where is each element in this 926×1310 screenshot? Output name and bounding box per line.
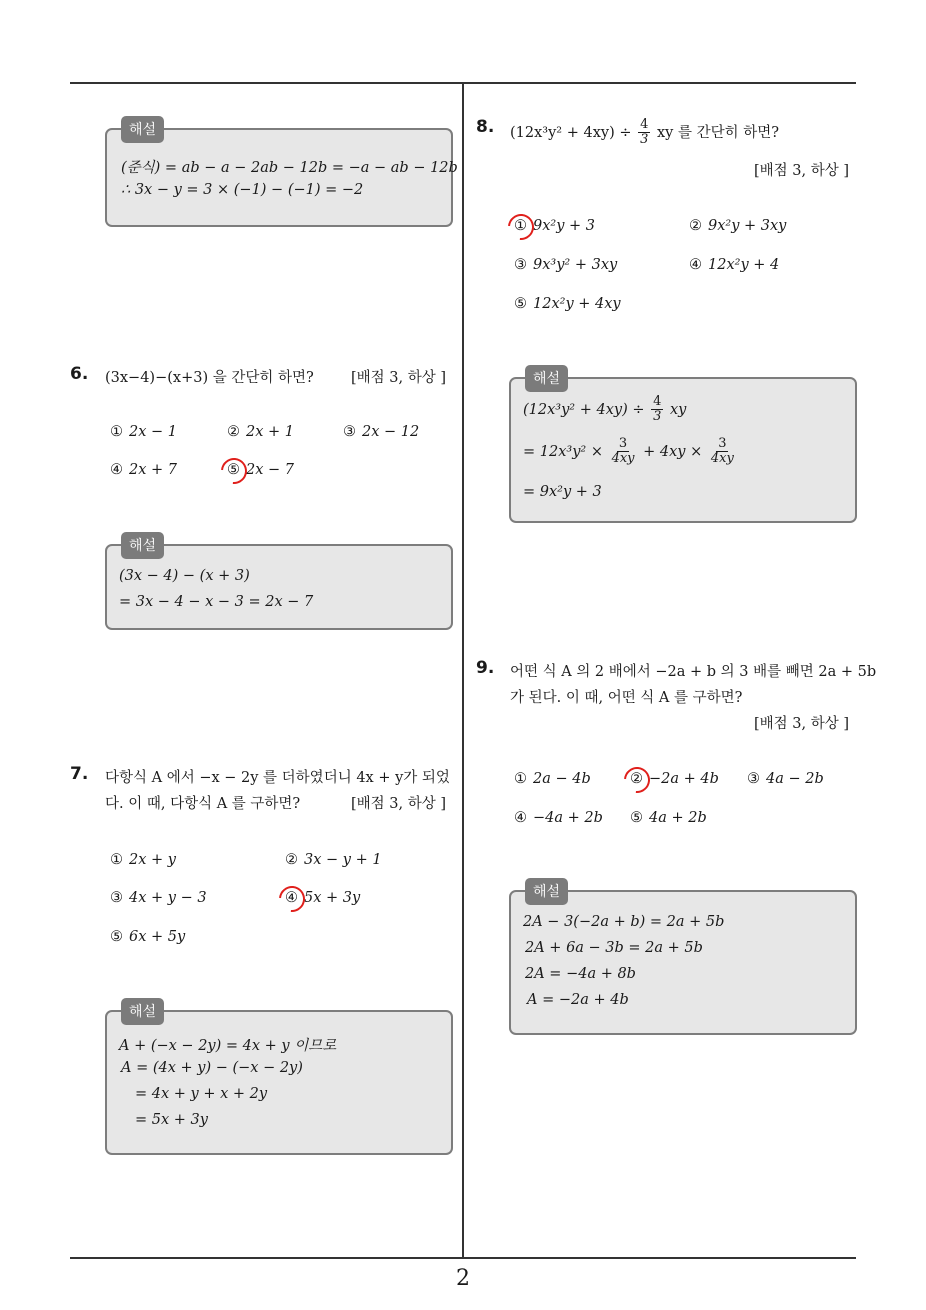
- choice-expression: 4a − 2b: [766, 771, 824, 787]
- choice-option[interactable]: [227, 424, 294, 440]
- solution-line: 2A − 3(−2a + b) = 2a + 5b: [523, 914, 725, 930]
- solution-line: [523, 437, 738, 467]
- solution-text-part: + 4xy ×: [643, 443, 703, 460]
- choice-marker: ②: [630, 771, 643, 787]
- choice-option[interactable]: [689, 218, 786, 234]
- question-number: 6.: [70, 364, 89, 384]
- choice-expression: 4a + 2b: [649, 810, 707, 826]
- score-label: [배점 3, 하상 ]: [754, 163, 850, 179]
- choice-marker: ④: [689, 257, 702, 273]
- choice-expression: −2a + 4b: [649, 771, 719, 787]
- question-text: [510, 118, 779, 148]
- choice-option[interactable]: [110, 929, 185, 945]
- choice-marker: ⑤: [514, 296, 527, 312]
- answer-circle-mark: [619, 762, 656, 799]
- choice-marker: ①: [110, 852, 123, 868]
- choice-marker: ④: [285, 890, 298, 906]
- fraction-denominator: 3: [653, 409, 662, 425]
- choice-expression: 9x²y + 3xy: [708, 218, 787, 234]
- solution-line: (3x − 4) − (x + 3): [119, 568, 250, 584]
- solution-label: 해설: [121, 532, 164, 559]
- choice-option[interactable]: [110, 852, 176, 868]
- fraction-numerator: 4: [653, 394, 662, 409]
- solution-box-q9: [509, 884, 857, 1035]
- solution-box-q6: [105, 538, 453, 630]
- solution-label: 해설: [121, 116, 164, 143]
- fraction: [651, 395, 663, 425]
- solution-text-part: xy: [669, 401, 687, 418]
- choice-option[interactable]: [110, 462, 177, 478]
- question-text: 다. 이 때, 다항식 A 를 구하면?: [105, 796, 301, 812]
- choice-option[interactable]: [514, 810, 603, 826]
- page-number: 2: [456, 1266, 470, 1291]
- choice-option[interactable]: [110, 890, 207, 906]
- choice-option[interactable]: [343, 424, 419, 440]
- solution-label: 해설: [525, 365, 568, 392]
- fraction: [638, 118, 650, 148]
- choice-marker: ④: [514, 810, 527, 826]
- solution-line: (준식) = ab − a − 2ab − 12b = −a − ab − 12b: [121, 160, 458, 176]
- solution-line: = 5x + 3y: [135, 1112, 208, 1128]
- score-label: [배점 3, 하상 ]: [351, 796, 447, 812]
- fraction: [610, 437, 637, 467]
- answer-circle-mark: [503, 209, 540, 246]
- question-text: 어떤 식 A 의 2 배에서 −2a + b 의 3 배를 빼면 2a + 5b: [510, 664, 877, 680]
- choice-marker: ⑤: [227, 462, 240, 478]
- question-text: 가 된다. 이 때, 어떤 식 A 를 구하면?: [510, 690, 743, 706]
- solution-line: A = (4x + y) − (−x − 2y): [121, 1060, 303, 1076]
- fraction: [709, 437, 736, 467]
- question-text: 다항식 A 에서 −x − 2y 를 더하였더니 4x + y가 되었: [105, 770, 450, 786]
- solution-box-q7: [105, 1004, 453, 1155]
- choice-expression: 2x − 1: [129, 424, 177, 440]
- score-label: [배점 3, 하상 ]: [351, 370, 447, 386]
- question-number: 8.: [476, 117, 495, 137]
- solution-line: 2A = −4a + 8b: [525, 966, 636, 982]
- choice-expression: −4a + 2b: [533, 810, 603, 826]
- choice-marker: ①: [514, 771, 527, 787]
- question-text: (3x−4)−(x+3) 을 간단히 하면?: [105, 370, 314, 386]
- column-divider: [462, 83, 464, 1258]
- choice-option[interactable]: [514, 771, 591, 787]
- choice-expression: 4x + y − 3: [129, 890, 207, 906]
- fraction-denominator: 4xy: [611, 451, 635, 467]
- choice-expression: 9x²y + 3: [533, 218, 596, 234]
- fraction-numerator: 3: [718, 436, 727, 451]
- choice-marker: ①: [514, 218, 527, 234]
- choice-expression: 2a − 4b: [533, 771, 591, 787]
- question-number: 7.: [70, 764, 89, 784]
- solution-box-q5: [105, 122, 458, 227]
- choice-marker: ①: [110, 424, 123, 440]
- choice-option[interactable]: [514, 257, 617, 273]
- choice-expression: 2x + 7: [129, 462, 177, 478]
- answer-circle-mark: [216, 453, 253, 490]
- choice-marker: ③: [747, 771, 760, 787]
- choice-marker: ③: [343, 424, 356, 440]
- choice-expression: 5x + 3y: [304, 890, 361, 906]
- choice-marker: ②: [689, 218, 702, 234]
- choice-marker: ③: [110, 890, 123, 906]
- question-text-part: (12x³y² + 4xy) ÷: [510, 124, 632, 141]
- solution-line: ∴ 3x − y = 3 × (−1) − (−1) = −2: [121, 182, 364, 198]
- choice-marker: ③: [514, 257, 527, 273]
- choice-expression: 9x³y² + 3xy: [533, 257, 618, 273]
- solution-line: [523, 395, 686, 425]
- fraction-denominator: 3: [640, 132, 649, 148]
- choice-expression: 6x + 5y: [129, 929, 186, 945]
- choice-option[interactable]: [689, 257, 779, 273]
- solution-label: 해설: [525, 878, 568, 905]
- solution-line: A + (−x − 2y) = 4x + y 이므로: [119, 1038, 337, 1054]
- solution-line: A = −2a + 4b: [527, 992, 629, 1008]
- choice-expression: 2x + y: [129, 852, 176, 868]
- solution-text-part: = 12x³y² ×: [523, 443, 603, 460]
- choice-option[interactable]: [747, 771, 824, 787]
- solution-line: = 3x − 4 − x − 3 = 2x − 7: [119, 594, 314, 610]
- choice-marker: ⑤: [630, 810, 643, 826]
- choice-expression: 12x²y + 4xy: [533, 296, 621, 312]
- bottom-rule: [70, 1257, 856, 1259]
- solution-label: 해설: [121, 998, 164, 1025]
- choice-expression: 2x − 12: [362, 424, 420, 440]
- question-number: 9.: [476, 658, 495, 678]
- choice-expression: 12x²y + 4: [708, 257, 780, 273]
- choice-marker: ②: [227, 424, 240, 440]
- fraction-numerator: 4: [640, 117, 649, 132]
- fraction-denominator: 4xy: [710, 451, 734, 467]
- choice-marker: ⑤: [110, 929, 123, 945]
- solution-text-part: (12x³y² + 4xy) ÷: [523, 401, 645, 418]
- choice-marker: ②: [285, 852, 298, 868]
- choice-option[interactable]: [110, 424, 177, 440]
- choice-expression: 2x + 1: [246, 424, 294, 440]
- choice-option[interactable]: [514, 296, 621, 312]
- answer-circle-mark: [274, 881, 311, 918]
- fraction-numerator: 3: [618, 436, 628, 451]
- question-text-part: xy 를 간단히 하면?: [656, 124, 779, 141]
- choice-option[interactable]: [630, 810, 707, 826]
- choice-expression: 2x − 7: [246, 462, 294, 478]
- solution-line: = 4x + y + x + 2y: [135, 1086, 268, 1102]
- solution-line: = 9x²y + 3: [523, 484, 602, 500]
- choice-marker: ④: [110, 462, 123, 478]
- choice-expression: 3x − y + 1: [304, 852, 382, 868]
- solution-box-q8: [509, 371, 857, 523]
- choice-option[interactable]: [285, 852, 382, 868]
- score-label: [배점 3, 하상 ]: [754, 716, 850, 732]
- solution-line: 2A + 6a − 3b = 2a + 5b: [525, 940, 703, 956]
